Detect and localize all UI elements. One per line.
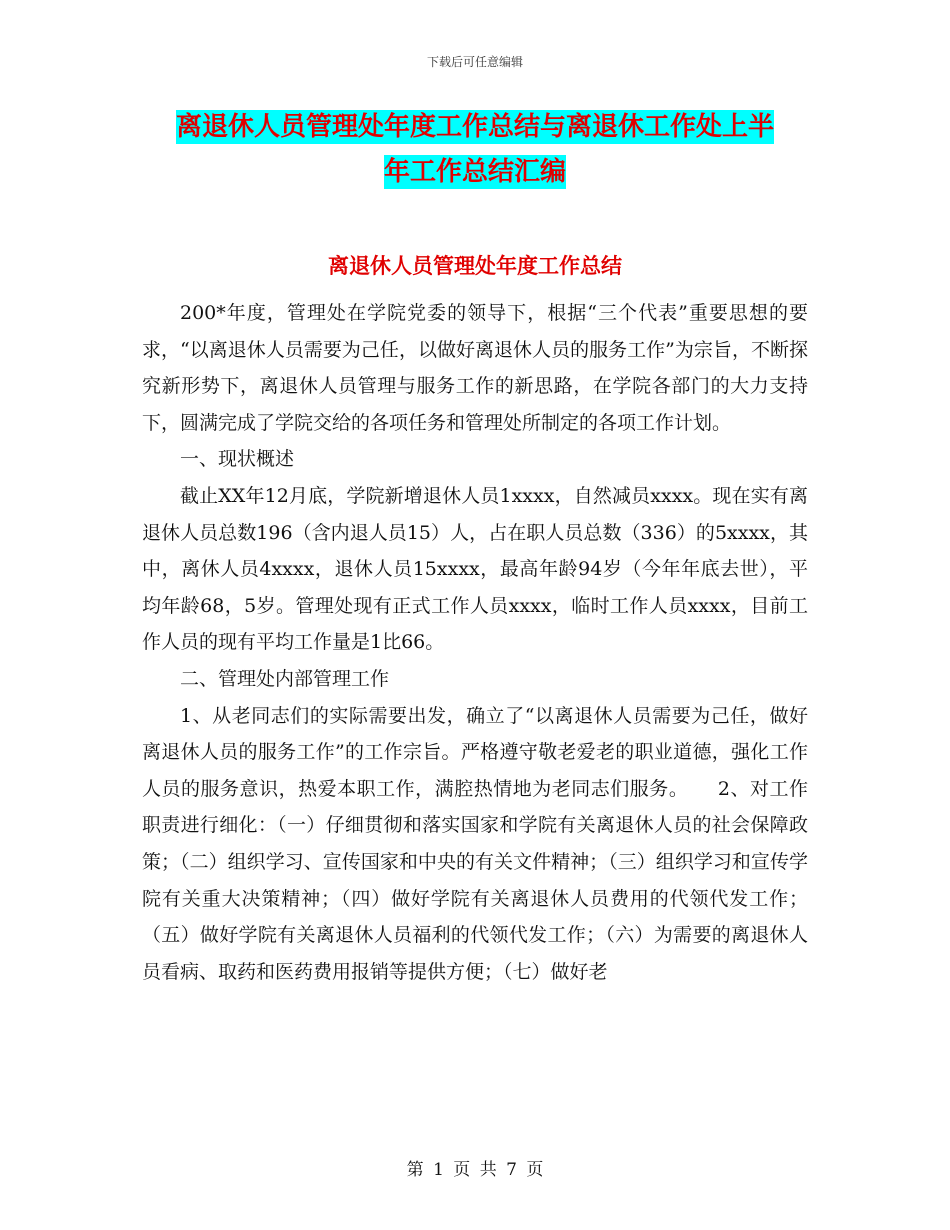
title-highlight-2: 年工作总结汇编 <box>383 157 566 187</box>
paragraph-intro: 200*年度，管理处在学院党委的领导下，根据“三个代表”重要思想的要求，“以离退休人员需要为己任，以做好离退休人员的服务工作”为宗旨，不断探究新形势下，离退休人员管理与服务工作的新思路，在学院各部门的大力支持下，圆满完成了学院交给的各项任务和管理处所制定的各项工作计划。 <box>142 302 808 434</box>
document-title-line-2 <box>0 159 950 185</box>
heading-internal-management: 二、管理处内部管理工作 <box>180 667 390 690</box>
section-title: 离退休人员管理处年度工作总结 <box>328 253 622 278</box>
header-note: 下载后可任意编辑 <box>426 55 523 69</box>
paragraph-status: 截止XX年12月底，学院新增退休人员1xxxx，自然减员xxxx。现在实有离退休人员总数196（含内退人员15）人，占在职人员总数（336）的5xxxx，其中，离休人员4xxxx，退休人员15xxxx，最高年龄94岁（今年年底去世），平均年龄68，5岁。管理处现有正式工作人员xxxx，临时工作人员xxxx，目前工作人员的现有平均工作量是1比66。 <box>142 484 808 654</box>
heading-status-overview: 一、现状概述 <box>180 448 295 471</box>
document-title-line-1 <box>0 114 950 140</box>
title-highlight-1: 离退休人员管理处年度工作总结与离退休工作处上半 <box>175 112 774 142</box>
paragraph-internal-management: 1、从老同志们的实际需要出发，确立了“以离退休人员需要为己任，做好离退休人员的服务工作”的工作宗旨。严格遵守敬老爱老的职业道德，强化工作人员的服务意识，热爱本职工作，满腔热情地为老同志们服务。 2、对工作职责进行细化：（一）仔细贯彻和落实国家和学院有关离退休人员的社会保障政策；（二）组织学习、宣传国家和中央的有关文件精神；（三）组织学习和宣传学院有关重大决策精神；（四）做好学院有关离退休人员费用的代领代发工作；（五）做好学院有关离退休人员福利的代领代发工作；（六）为需要的离退休人员看病、取药和医药费用报销等提供方便；（七）做好老 <box>142 704 808 983</box>
page-footer: 第 1 页 共 7 页 <box>406 1160 544 1180</box>
document-body <box>142 295 808 990</box>
